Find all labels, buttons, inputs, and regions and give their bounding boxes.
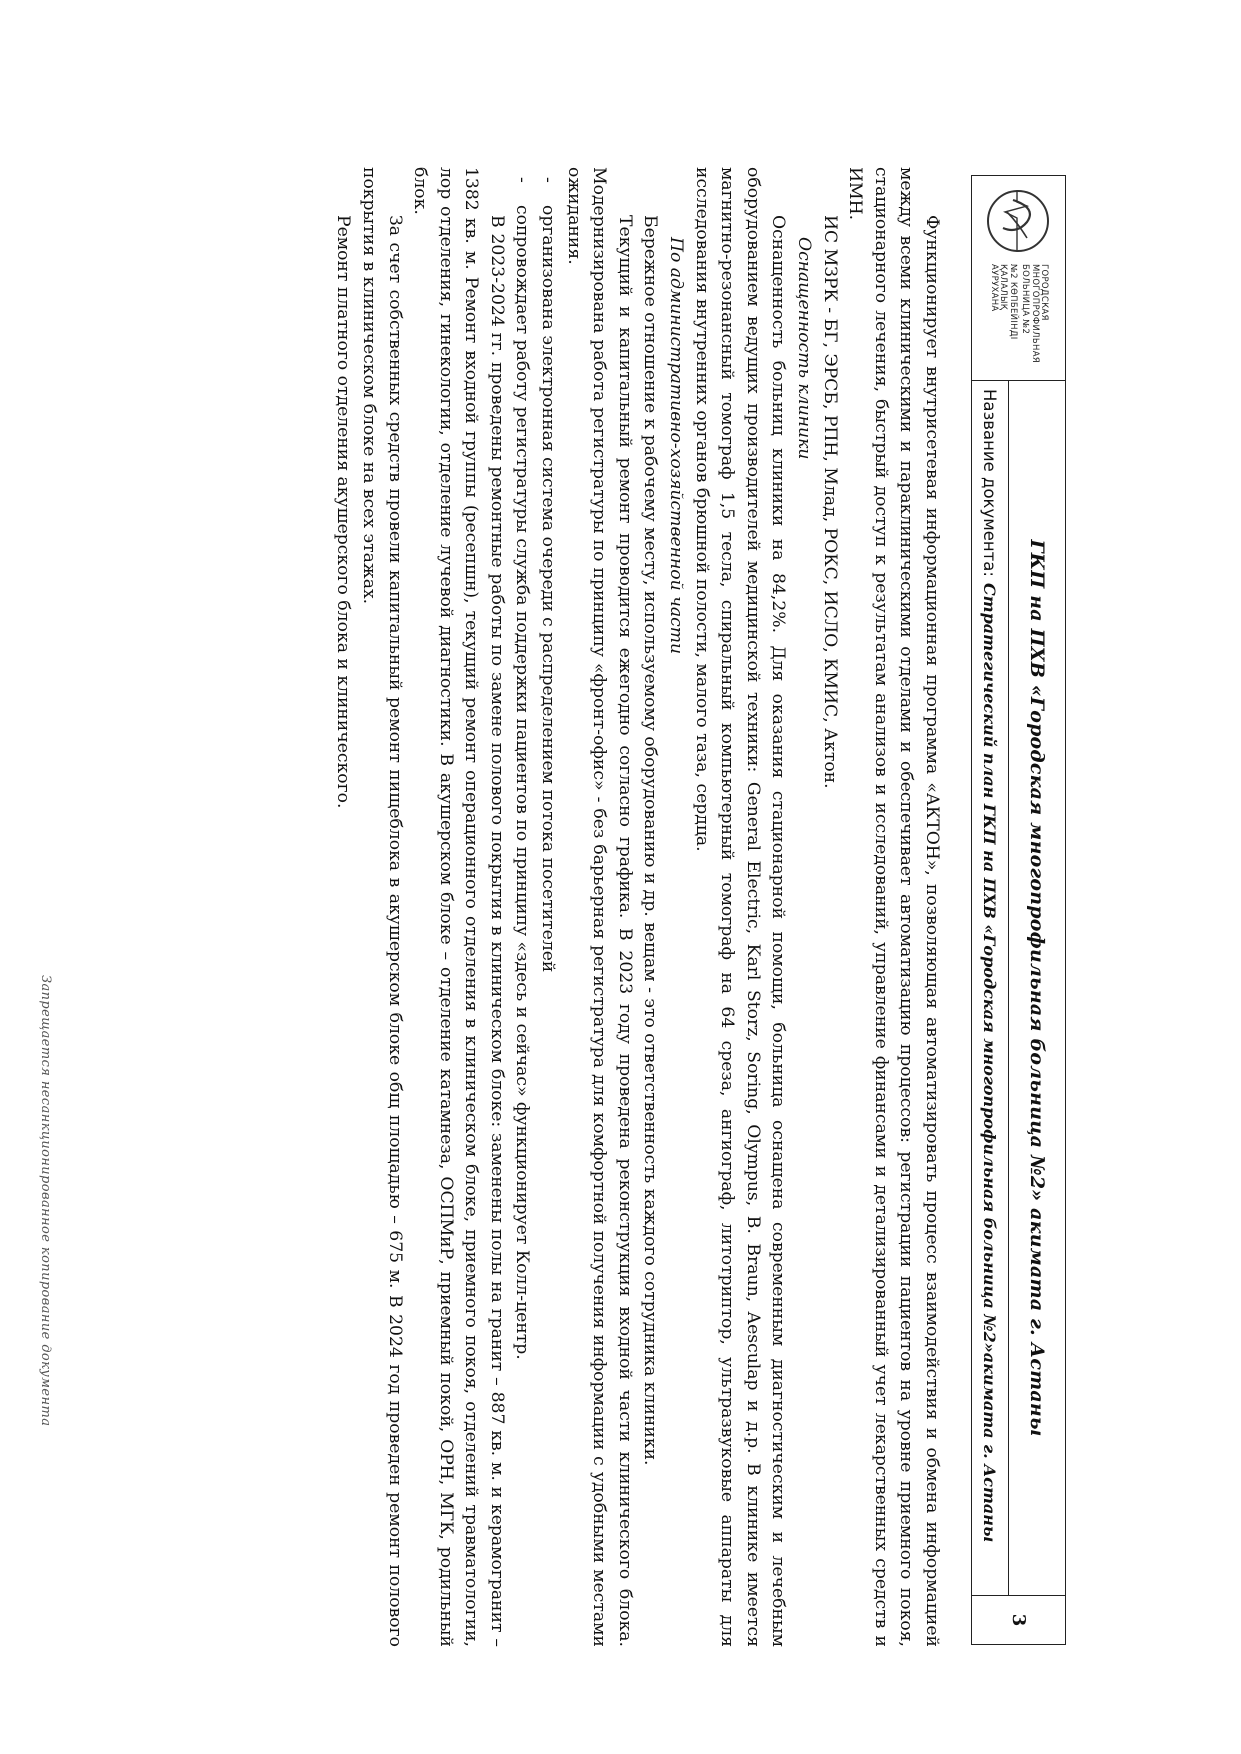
list-item-text: организована электронная система очереди с распределением потока посетителей	[538, 205, 559, 973]
paragraph: Бережное отношение к рабочему месту, используемому оборудованию и др. вещам - это ответственность каждого сотрудника клиники.	[640, 215, 661, 1466]
logo-line: АУРУХАНА	[989, 264, 999, 312]
logo-line: ҚАЛАЛЫҚ	[998, 264, 1009, 311]
document-body	[330, 167, 944, 1647]
document-name: Стратегический план ГКП на ПХВ «Городская многопрофильная больница №2»акимата г. Астаны	[980, 582, 1000, 1543]
section-subheading: Оснащенность клиники	[794, 237, 815, 460]
organization-title: ГКП на ПХВ «Городская многопрофильная больница №2» акимата г. Астаны	[1008, 381, 1065, 1595]
logo-line: ГОРОДСКАЯ	[1039, 264, 1050, 321]
hospital-emblem-icon	[980, 182, 1058, 260]
document-name-label: Название документа:	[980, 389, 1000, 577]
section-subheading: По административно-хозяйственной части	[666, 237, 687, 655]
document-name-row	[972, 381, 1008, 1595]
logo-text	[989, 264, 1049, 363]
list-item-text: сопровождает работу регистратуры служба поддержки пациентов по принципу «здесь и сейчас» функционирует Колл-центр.	[512, 205, 533, 1360]
paragraph: ИС МЗРК - БГ, ЭРСБ, РПН, Млад, РОКС, ИСЛО, КМИС, Актон.	[819, 215, 840, 789]
copy-restriction-notice: Запрещается несанкционированное копирование документа	[38, 975, 53, 1427]
paragraph: Оснащенность больниц клиники на 84,2%. Для оказания стационарной помощи, больница оснащена современным диагностическим и лечебным оборудованием ведущих производителей медицинской техники: General Electric, Karl Storz, Soring, Olympus, B. Braun, Aesculap и д.р. В клинике имеется магнитно-резонансный томограф 1,5 тесла, спиральный компьютерный томограф на 64 среза, ангиограф, литотриптор, ультразвуковые аппараты для исследования внутренних органов брюшной полости, малого таза, сердца.	[691, 167, 789, 1647]
paragraph: Ремонт платного отделения акушерского блока и клинического.	[333, 215, 354, 809]
logo-line: МНОГОПРОФИЛЬНАЯ	[1030, 264, 1040, 364]
list-dash: -	[538, 177, 559, 183]
paragraph: Функционирует внутрисетевая информационная программа «АКТОН», позволяющая автоматизировать процесс взаимодействия и обмена информацией между всеми клиническими и параклиническими отделами и обеспечивает автоматизацию процессов: регистрации пациентов на уровне приемного покоя, стационарного лечения, быстрый доступ к результатам анализов и исследований, управление финансами и детализированный учет лекарственных средств и ИМН.	[845, 167, 942, 1647]
list-dash: -	[512, 177, 533, 183]
paragraph: В 2023-2024 гг. проведены ремонтные работы по замене полового покрытия в клиническом блоке: заменены полы на гранит – 887 кв. м. и керамогранит – 1382 кв. м. Ремонт входной группы (ресепшн), текущий ремонт операционного отделения в клиническом блоке, приемного покоя, отделений травматологии, лор отделения, гинекологии, отделение лучевой диагностики. В акушерском блоке – отделение катамнеза, ОСПМиР, приемный покой, ОРН, МГК, родильный блок.	[410, 167, 507, 1647]
logo-line: БОЛЬНИЦА №2	[1020, 264, 1031, 335]
page-number: 3	[972, 1595, 1065, 1644]
hospital-logo	[972, 176, 1065, 381]
list-item	[509, 167, 535, 1647]
header-main	[972, 381, 1065, 1595]
paragraph: Текущий и капитальный ремонт проводится ежегодно согласно графика. В 2023 году проведена реконструкция входной части клинического блока. Модернизирована работа регистратуры по принципу «фронт-офис» - без барьерная регистратура для комфортной получения информации с удобными местами ожидания.	[563, 167, 635, 1647]
paragraph: За счет собственных средств провели капитальный ремонт пищеблока в акушерском блоке общ площадью – 675 м. В 2024 год проведен ремонт полового покрытия в клиническом блоке на всех этажах.	[358, 167, 405, 1647]
logo-line: №2 КӨПБЕЙІНДІ	[1008, 264, 1018, 340]
document-header	[971, 175, 1066, 1645]
list-item	[535, 167, 561, 1647]
